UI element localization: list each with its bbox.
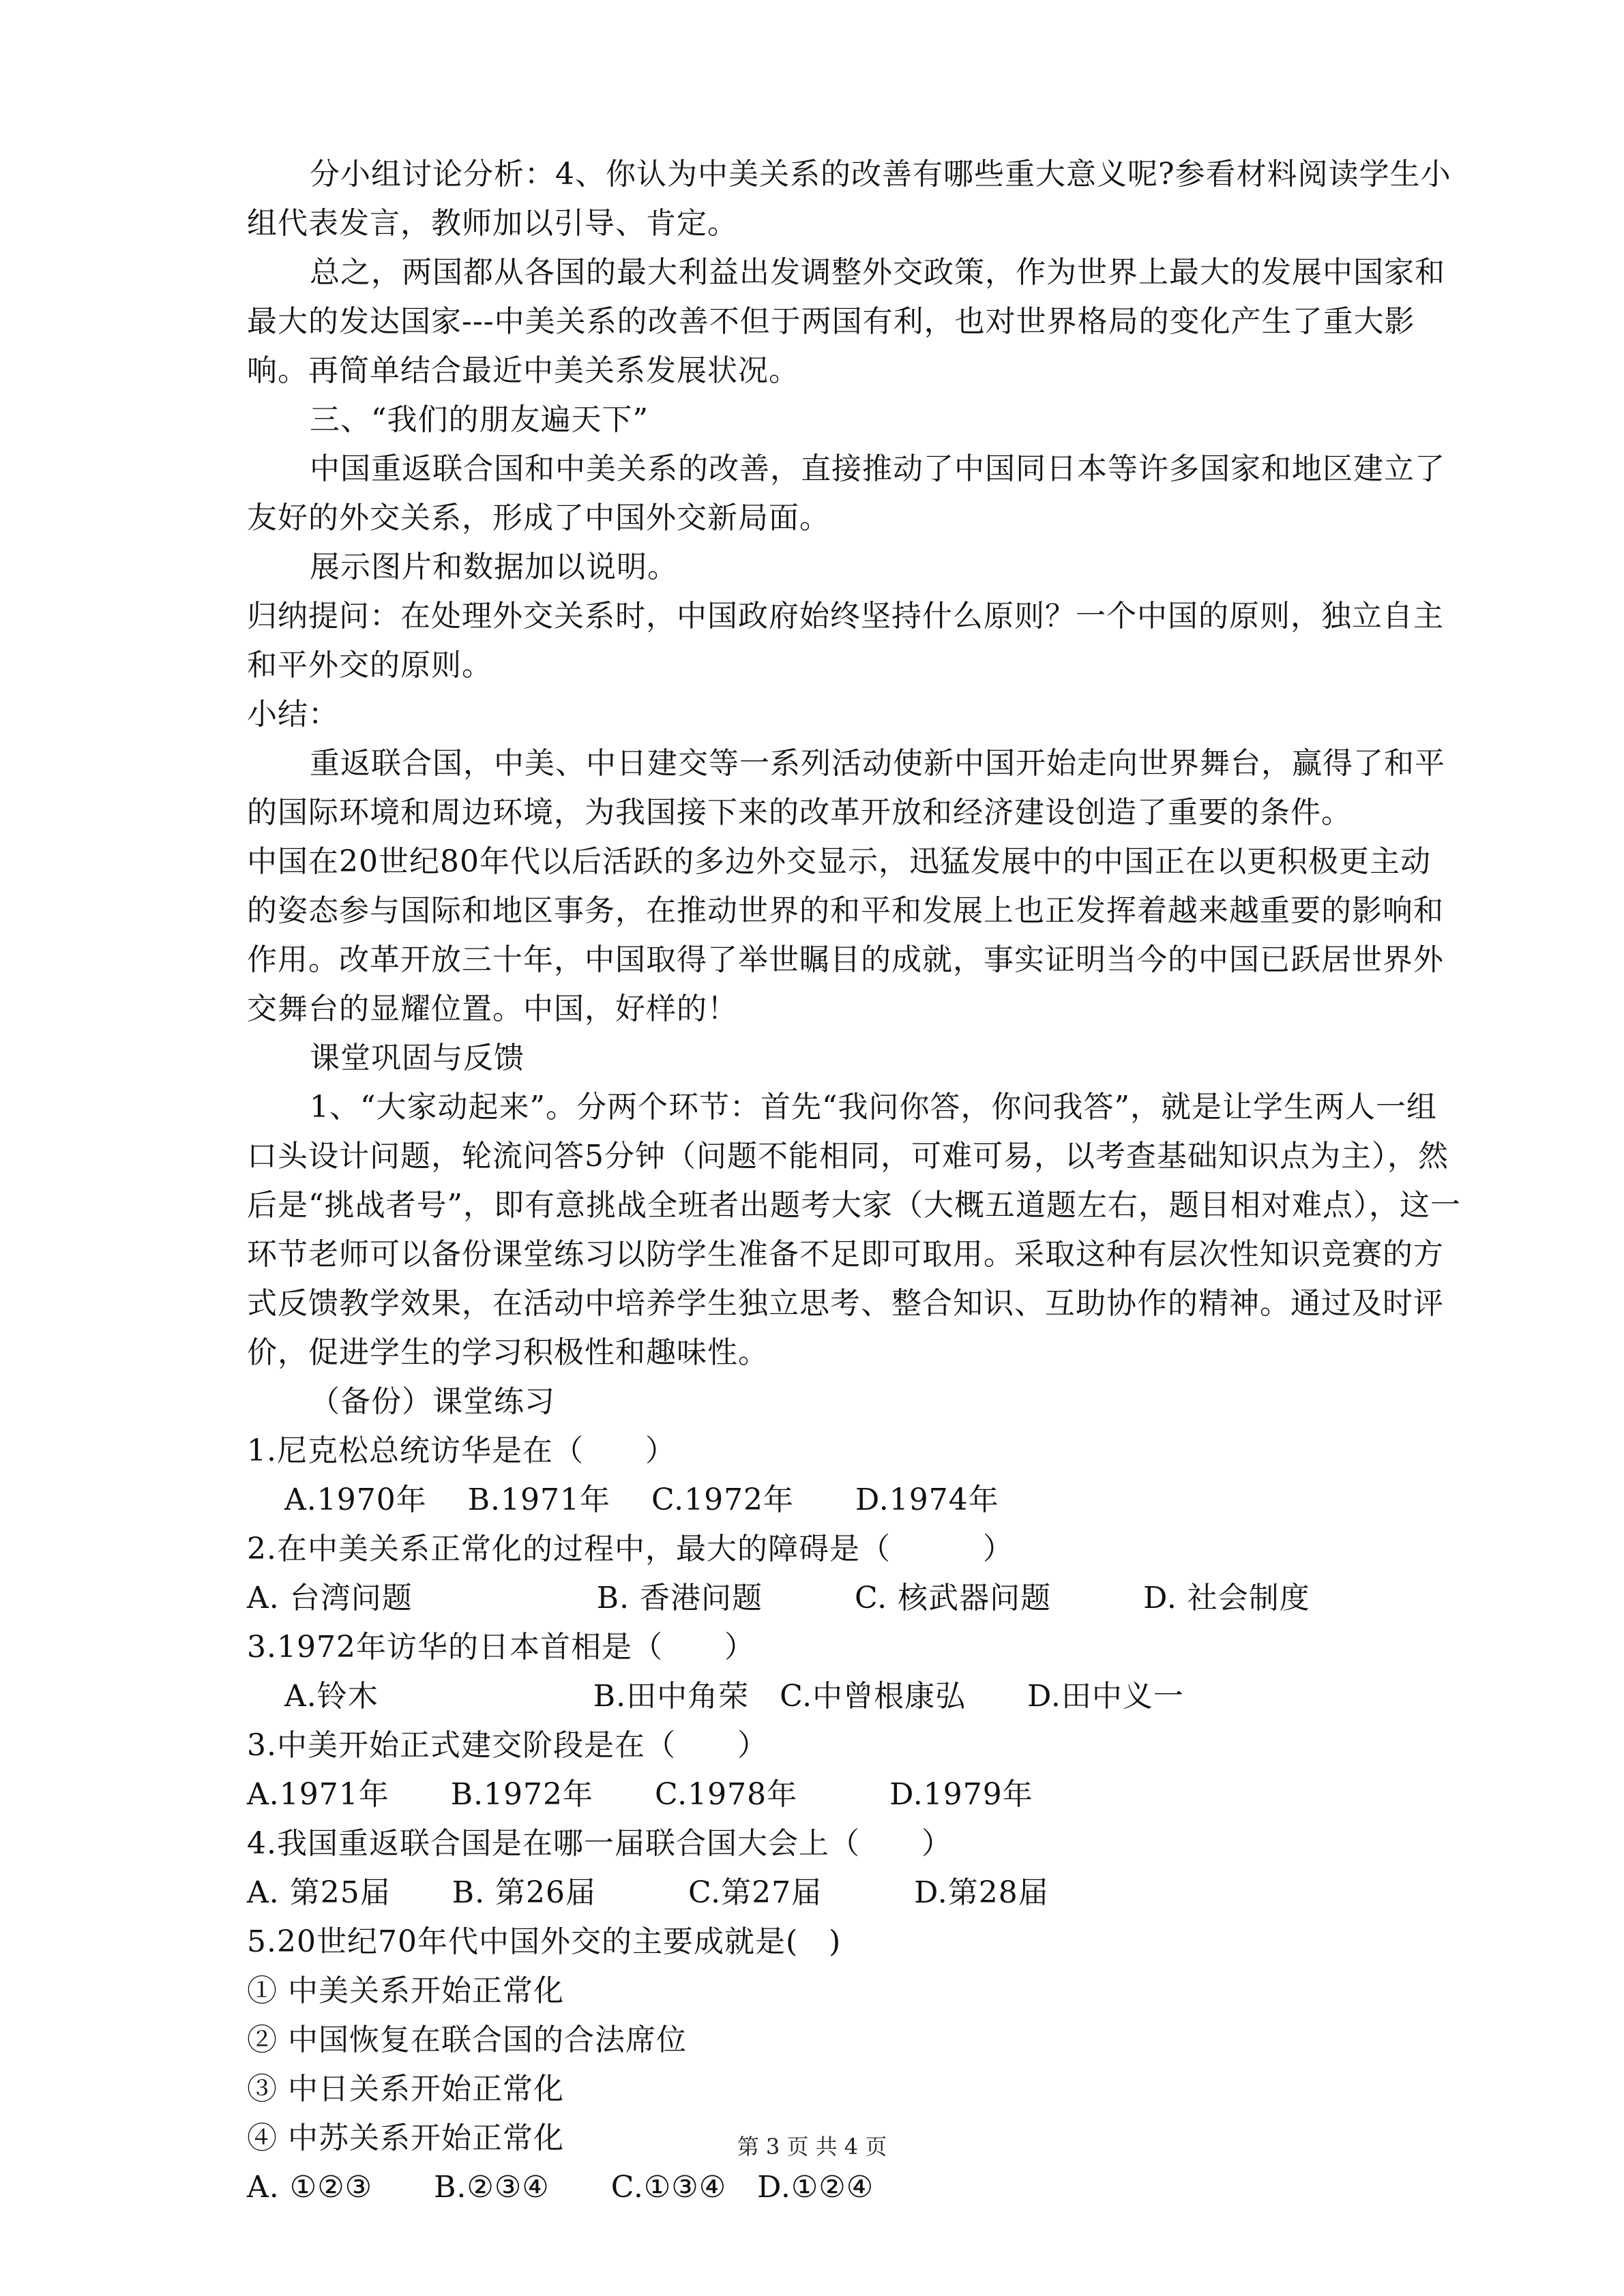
question-5-item: ④ 中苏关系开始正常化 (247, 2121, 564, 2156)
question-1-options: A.1970年 B.1971年 C.1972年 D.1974年 (274, 1482, 999, 1517)
section-heading-friends: 三、“我们的朋友遍天下” (310, 402, 649, 437)
question-2-options: A. 台湾问题 B. 香港问题 C. 核武器问题 D. 社会制度 (247, 1581, 1310, 1615)
question-5-item: ② 中国恢复在联合国的合法席位 (247, 2023, 687, 2057)
question-5-item: ① 中美关系开始正常化 (247, 1973, 564, 2008)
question-3a-options: A.铃木 B.田中角荣 C.中曾根康弘 D.田中义一 (274, 1679, 1184, 1714)
paragraph-show-images: 展示图片和数据加以说明。 (310, 550, 678, 584)
question-2: 2.在中美关系正常化的过程中，最大的障碍是（ ） (247, 1532, 1014, 1566)
paragraph-summary: 总之，两国都从各国的最大利益出发调整外交政策，作为世界上最大的发展中国家和最大的发达国家---中美关系的改善不但于两国有利，也对世界格局的变化产生了重大影响。再简单结合最近中美关系发展状况。 (247, 255, 1445, 388)
question-3b-options: A.1971年 B.1972年 C.1978年 D.1979年 (247, 1777, 1033, 1812)
page-number-footer: 第 3 页 共 4 页 (737, 2134, 887, 2160)
section-heading-feedback: 课堂巩固与反馈 (310, 1041, 525, 1075)
paragraph-conclusion-label: 小结： (247, 697, 339, 732)
paragraph-activity: 1、“大家动起来”。分两个环节：首先“我问你答，你问我答”，就是让学生两人一组口头设计问题，轮流问答5分钟（问题不能相同，可难可易，以考查基础知识点为主），然后是“挑战者号”，即有意挑战全班者出题考大家（大概五道题左右，题目相对难点），这一环节老师可以备份课堂练习以防学生准备不足即可取用。采取这种有层次性知识竞赛的方式反馈教学效果，在活动中培养学生独立思考、整合知识、互助协作的精神。通过及时评价，促进学生的学习积极性和趣味性。 (247, 1090, 1461, 1370)
section-heading-exercises: （备份）课堂练习 (310, 1384, 555, 1419)
question-5-item: ③ 中日关系开始正常化 (247, 2072, 564, 2106)
paragraph-question-principles: 归纳提问：在处理外交关系时，中国政府始终坚持什么原则？一个中国的原则，独立自主和平外交的原则。 (247, 599, 1444, 683)
question-list (247, 1427, 1461, 2212)
paragraph-conclusion: 重返联合国，中美、中日建交等一系列活动使新中国开始走向世界舞台，赢得了和平的国际环境和周边环境，为我国接下来的改革开放和经济建设创造了重要的条件。 (247, 746, 1445, 830)
question-3a: 3.1972年访华的日本首相是（ ） (247, 1630, 755, 1665)
question-1: 1.尼克松总统访华是在（ ） (247, 1433, 676, 1468)
question-5-options: A. ①②③ B.②③④ C.①③④ D.①②④ (247, 2170, 874, 2205)
question-3b: 3.中美开始正式建交阶段是在（ ） (247, 1728, 768, 1763)
page-content (247, 150, 1461, 2212)
paragraph-discussion: 分小组讨论分析：4、你认为中美关系的改善有哪些重大意义呢?参看材料阅读学生小组代表发言，教师加以引导、肯定。 (247, 157, 1451, 241)
paragraph-return-un: 中国重返联合国和中美关系的改善，直接推动了中国同日本等许多国家和地区建立了友好的外交关系，形成了中国外交新局面。 (247, 451, 1445, 535)
paragraph-multilateral: 中国在20世纪80年代以后活跃的多边外交显示，迅猛发展中的中国正在以更积极更主动的姿态参与国际和地区事务，在推动世界的和平和发展上也正发挥着越来越重要的影响和作用。改革开放三十年，中国取得了举世瞩目的成就，事实证明当今的中国已跃居世界外交舞台的显耀位置。中国，好样的！ (247, 844, 1444, 1026)
question-5: 5.20世纪70年代中国外交的主要成就是( ) (247, 1924, 842, 1959)
question-4: 4.我国重返联合国是在哪一届联合国大会上（ ） (247, 1826, 952, 1861)
question-4-options: A. 第25届 B. 第26届 C.第27届 D.第28届 (247, 1875, 1049, 1910)
